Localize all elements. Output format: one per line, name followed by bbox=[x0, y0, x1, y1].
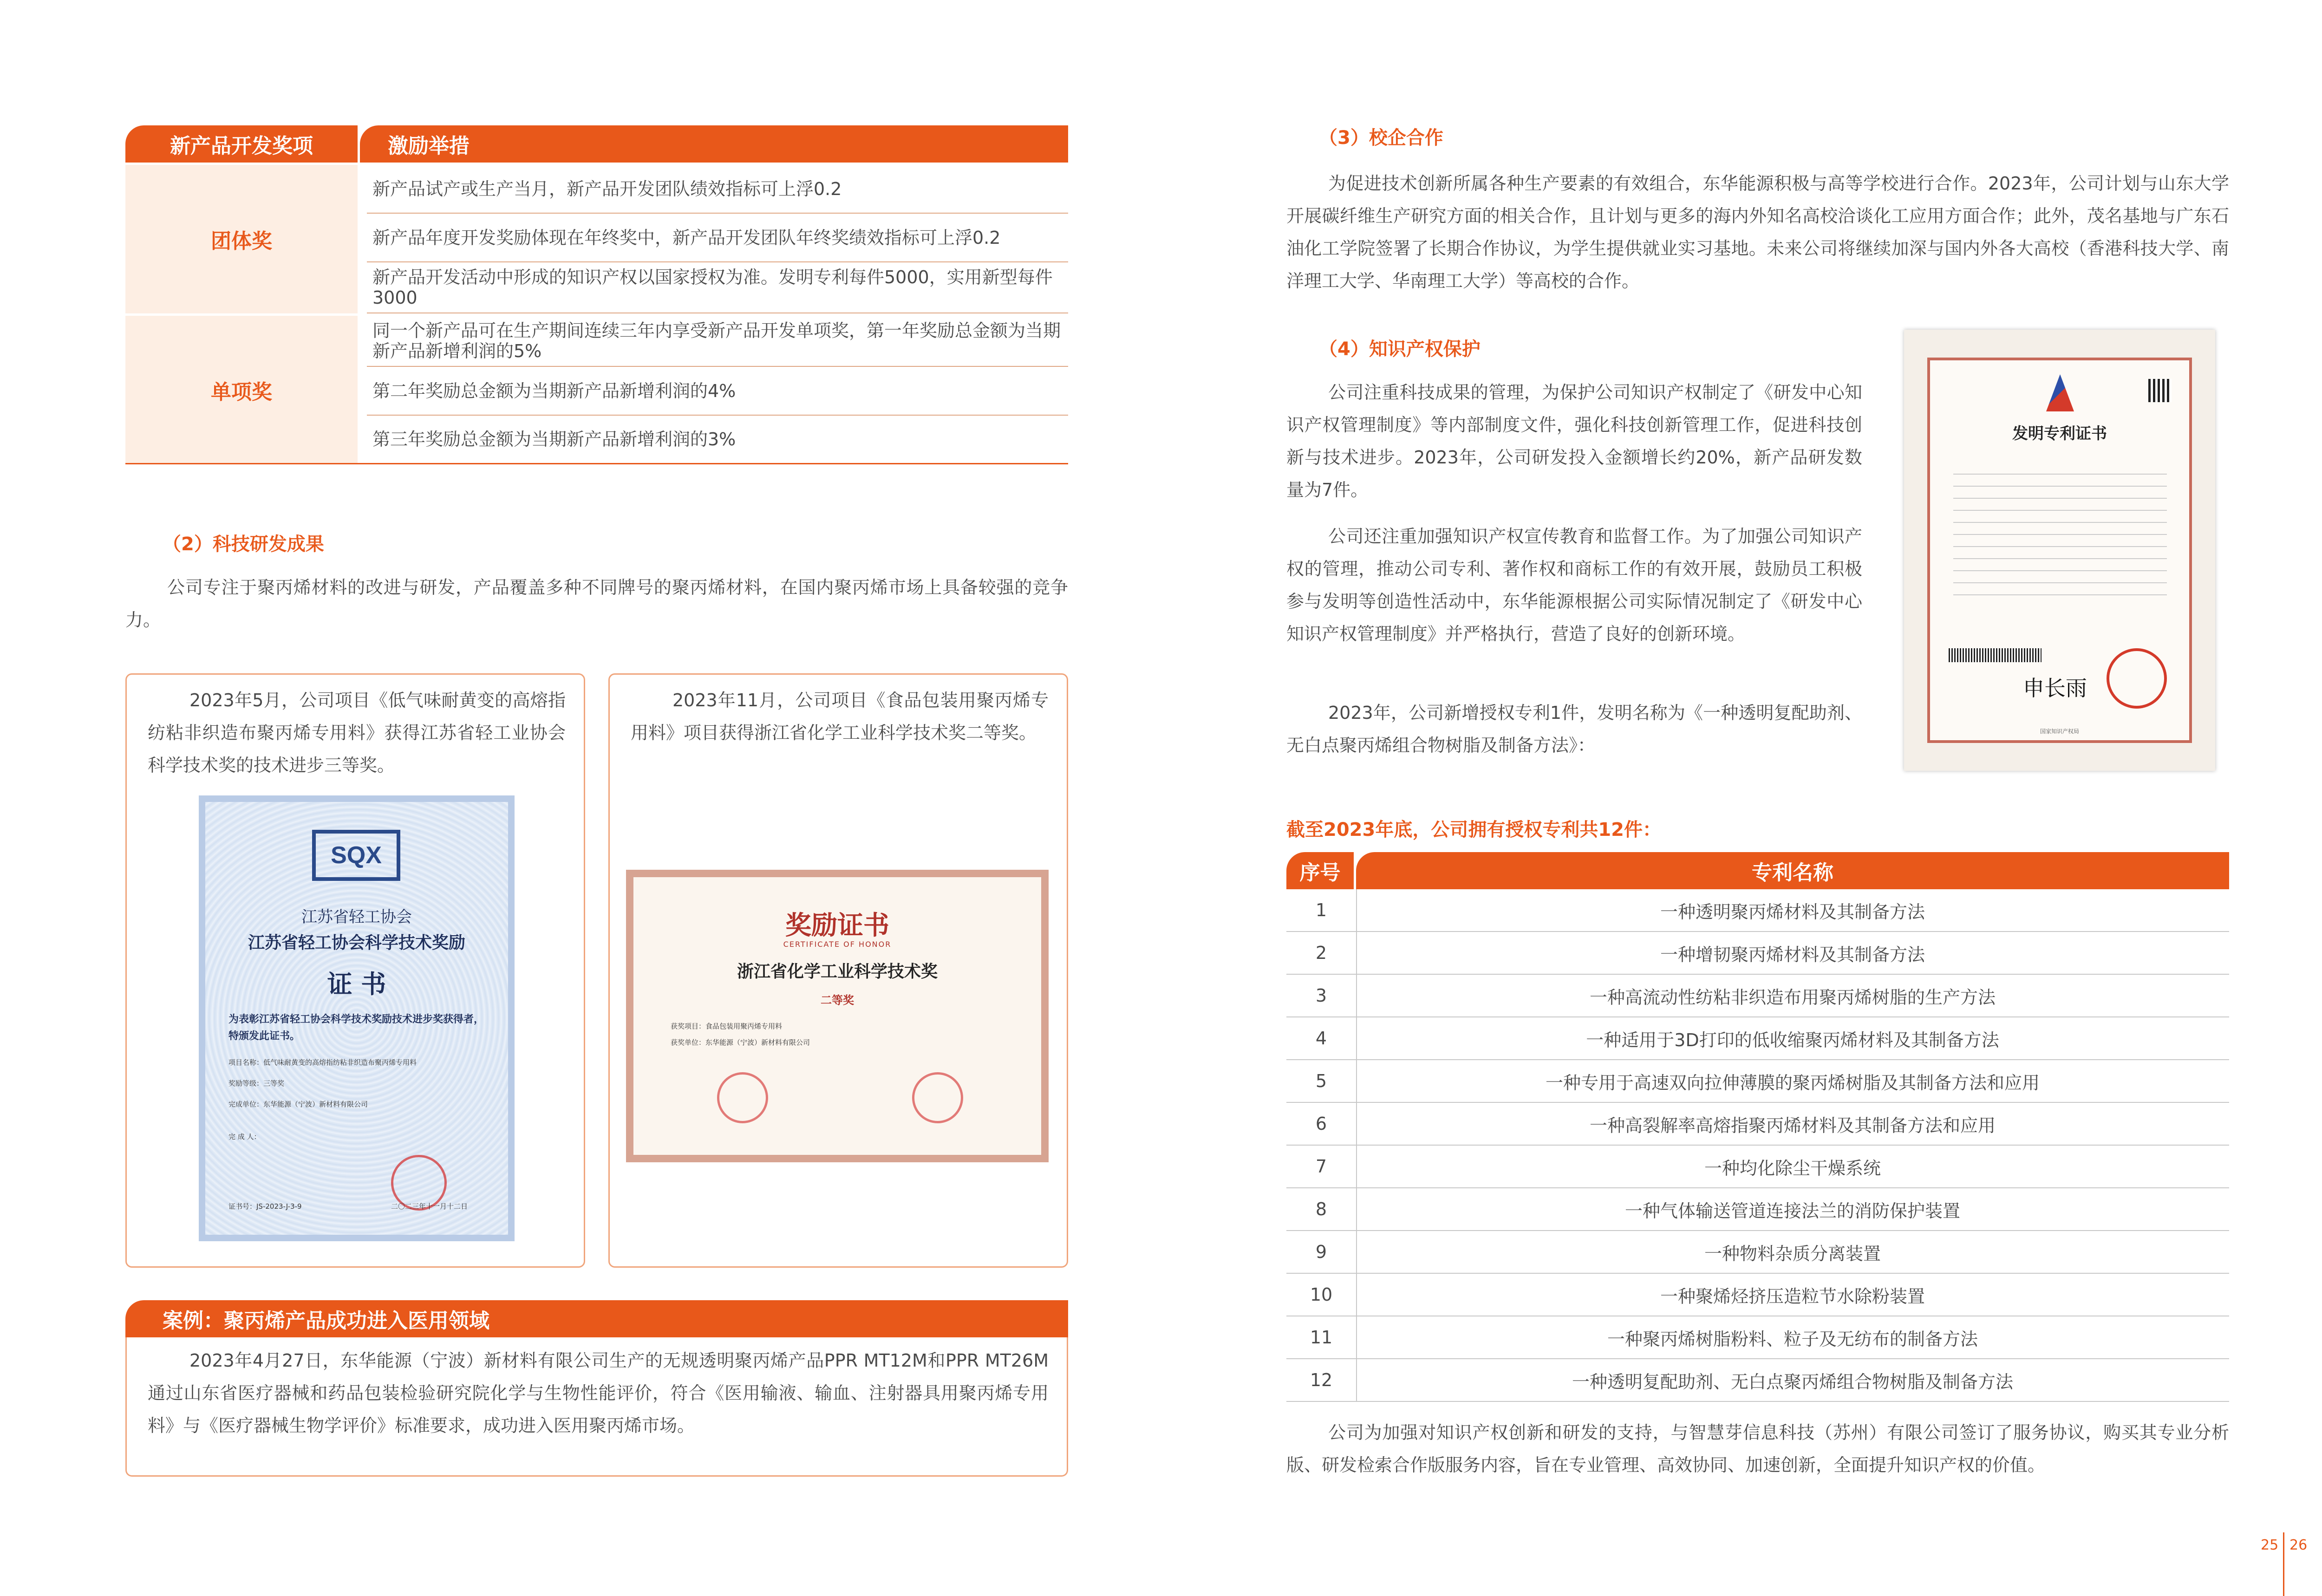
incentive-item: 新产品试产或生产当月，新产品开发团队绩效指标可上浮0.2 bbox=[367, 165, 1068, 214]
sqx-logo-icon: SQX bbox=[312, 830, 400, 881]
table-row: 6 一种高裂解率高熔指聚丙烯材料及其制备方法和应用 bbox=[1286, 1103, 2229, 1146]
incentive-category-team: 团体奖 bbox=[125, 165, 358, 313]
award-text-2: 2023年11月，公司项目《食品包装用聚丙烯专用料》项目获得浙江省化学工业科学技术奖二等奖。 bbox=[631, 690, 1049, 743]
cert1-line1: 项目名称：低气味耐黄变的高熔指纺粘非织造布聚丙烯专用料 bbox=[228, 1058, 417, 1067]
incentive-item: 新产品开发活动中形成的知识产权以国家授权为准。发明专利每件5000，实用新型每件3000 bbox=[367, 262, 1068, 313]
cert2-title: 奖励证书 bbox=[785, 910, 889, 941]
research-title: （2）科技研发成果 bbox=[163, 534, 324, 555]
award-box-2 bbox=[608, 673, 1068, 1268]
award-text-1: 2023年5月，公司项目《低气味耐黄变的高熔指纺粘非织造布聚丙烯专用料》获得江苏省轻工业协会科学技术奖的技术进步三等奖。 bbox=[148, 690, 566, 775]
table-row: 2 一种增韧聚丙烯材料及其制备方法 bbox=[1286, 932, 2229, 975]
patent-cert-footer: 国家知识产权局 bbox=[2040, 728, 2079, 735]
cert1-line4: 完 成 人： bbox=[228, 1133, 261, 1141]
ip-paragraph-3: 2023年，公司新增授权专利1件，发明名称为《一种透明复配助剂、无白点聚丙烯组合物树脂及制备方法》： bbox=[1286, 703, 1862, 756]
page-number-divider bbox=[2283, 1532, 2284, 1596]
red-seal-icon bbox=[2107, 648, 2167, 709]
patent-signature: 申长雨 bbox=[2023, 676, 2087, 701]
patent-cert-title: 发明专利证书 bbox=[2012, 424, 2107, 443]
cert1-body: 为表彰江苏省轻工协会科学技术奖励技术进步奖获得者，特颁发此证书。 bbox=[228, 1013, 484, 1042]
cert2-line1: 获奖项目：食品包装用聚丙烯专用料 bbox=[671, 1022, 783, 1030]
table-row: 3 一种高流动性纺粘非织造布用聚丙烯树脂的生产方法 bbox=[1286, 975, 2229, 1017]
incentive-item: 新产品年度开发奖励体现在年终奖中，新产品开发团队年终奖绩效指标可上浮0.2 bbox=[367, 214, 1068, 262]
cert1-date: 二〇二三年十一月十二日 bbox=[391, 1202, 468, 1211]
cert2-line2: 获奖单位：东华能源（宁波）新材料有限公司 bbox=[671, 1038, 810, 1047]
cert1-org: 江苏省轻工协会 bbox=[301, 908, 412, 926]
table-row: 4 一种适用于3D打印的低收缩聚丙烯材料及其制备方法 bbox=[1286, 1017, 2229, 1060]
incentive-header-col2: 激励举措 bbox=[360, 125, 1068, 163]
table-row: 9 一种物料杂质分离装置 bbox=[1286, 1231, 2229, 1274]
red-seal-icon bbox=[717, 1072, 768, 1123]
page-number-right: 26 bbox=[2289, 1537, 2308, 1553]
patent-cert-lines bbox=[1953, 463, 2167, 602]
cooperation-text: 为促进技术创新所属各种生产要素的有效组合，东华能源积极与高等学校进行合作。2023年，公司计划与山东大学开展碳纤维生产研究方面的相关合作，且计划与更多的海内外知名高校洽谈化工应用方面合作；此外，茂名基地与广东石油化工学院签署了长期合作协议，为学生提供就业实习基地。未来公司将继续加深与国内外各大高校（香港科技大学、南洋理工大学、华南理工大学）等高校的合作。 bbox=[1286, 173, 2229, 291]
incentive-category-single: 单项奖 bbox=[125, 316, 358, 464]
zhejiang-certificate-image bbox=[626, 870, 1049, 1162]
cert1-number: 证书号：JS-2023-J-3-9 bbox=[228, 1202, 302, 1211]
cert1-line3: 完成单位：东华能源（宁波）新材料有限公司 bbox=[228, 1100, 368, 1108]
ip-paragraph-1: 公司注重科技成果的管理，为保护公司知识产权制定了《研发中心知识产权管理制度》等内部制度文件，强化科技创新管理工作，促进科技创新与技术进步。2023年，公司研发投入金额增长约20%，新产品研发数量为7件。 bbox=[1286, 382, 1862, 500]
cert2-award: 浙江省化学工业科学技术奖 bbox=[737, 962, 938, 981]
incentive-item: 同一个新产品可在生产期间连续三年内享受新产品开发单项奖，第一年奖励总金额为当期新产品新增利润的5% bbox=[367, 316, 1068, 367]
incentive-bottom-rule bbox=[125, 463, 1068, 464]
table-row: 8 一种气体输送管道连接法兰的消防保护装置 bbox=[1286, 1188, 2229, 1231]
ip-paragraph-2: 公司还注重加强知识产权宣传教育和监督工作。为了加强公司知识产权的管理，推动公司专利、著作权和商标工作的有效开展，鼓励员工积极参与发明等创造性活动中，东华能源根据公司实际情况制定了《研发中心知识产权管理制度》并严格执行，营造了良好的创新环境。 bbox=[1286, 526, 1862, 644]
patent-cert-frame bbox=[1927, 358, 2192, 743]
red-seal-icon bbox=[912, 1072, 963, 1123]
table-row: 5 一种专用于高速双向拉伸薄膜的聚丙烯树脂及其制备方法和应用 bbox=[1286, 1060, 2229, 1103]
incentive-item: 第二年奖励总金额为当期新产品新增利润的4% bbox=[367, 367, 1068, 416]
cert2-subtitle: CERTIFICATE OF HONOR bbox=[783, 940, 892, 949]
qr-code-icon bbox=[2148, 379, 2172, 402]
patents-caption: 截至2023年底，公司拥有授权专利共12件： bbox=[1286, 819, 1661, 840]
case-title: 案例：聚丙烯产品成功进入医用领域 bbox=[125, 1300, 1068, 1337]
cert1-title: 江苏省轻工协会科学技术奖励 bbox=[248, 933, 465, 952]
jiangsu-certificate-image bbox=[199, 795, 515, 1241]
case-text: 2023年4月27日，东华能源（宁波）新材料有限公司生产的无规透明聚丙烯产品PPR MT12M和PPR MT26M通过山东省医疗器械和药品包装检验研究院化学与生物性能评价，符合《医用输液、输血、注射器具用聚丙烯专用料》与《医疗器械生物学评价》标准要求，成功进入医用聚丙烯市场。 bbox=[148, 1350, 1049, 1436]
table-row: 11 一种聚丙烯树脂粉料、粒子及无纺布的制备方法 bbox=[1286, 1316, 2229, 1359]
cert1-sub: 证 书 bbox=[327, 969, 386, 999]
award-box-1 bbox=[125, 673, 585, 1268]
cert2-level: 二等奖 bbox=[821, 994, 854, 1007]
table-row: 7 一种均化除尘干燥系统 bbox=[1286, 1146, 2229, 1188]
patents-closing: 公司为加强对知识产权创新和研发的支持，与智慧芽信息科技（苏州）有限公司签订了服务协议，购买其专业分析版、研发检索合作版服务内容，旨在专业管理、高效协同、加速创新，全面提升知识产权的价值。 bbox=[1286, 1422, 2229, 1475]
patents-header-no: 序号 bbox=[1286, 852, 1354, 889]
cert1-line2: 奖励等级：三等奖 bbox=[228, 1079, 285, 1088]
page-number-left: 25 bbox=[2261, 1537, 2279, 1553]
incentive-header-col1: 新产品开发奖项 bbox=[125, 125, 358, 163]
case-box bbox=[125, 1337, 1068, 1477]
ip-title: （4）知识产权保护 bbox=[1319, 339, 1481, 360]
patent-emblem-icon bbox=[2046, 374, 2074, 411]
table-row: 10 一种聚烯烃挤压造粒节水除粉装置 bbox=[1286, 1274, 2229, 1316]
incentive-item: 第三年奖励总金额为当期新产品新增利润的3% bbox=[367, 416, 1068, 464]
cooperation-title: （3）校企合作 bbox=[1319, 127, 1443, 149]
patents-header-name: 专利名称 bbox=[1356, 852, 2229, 889]
table-row: 12 一种透明复配助剂、无白点聚丙烯组合物树脂及制备方法 bbox=[1286, 1359, 2229, 1402]
barcode-icon bbox=[1949, 648, 2042, 662]
table-row: 1 一种透明聚丙烯材料及其制备方法 bbox=[1286, 889, 2229, 932]
patent-certificate-image bbox=[1904, 330, 2215, 771]
research-intro: 公司专注于聚丙烯材料的改进与研发，产品覆盖多种不同牌号的聚丙烯材料，在国内聚丙烯市场上具备较强的竞争力。 bbox=[125, 577, 1068, 630]
